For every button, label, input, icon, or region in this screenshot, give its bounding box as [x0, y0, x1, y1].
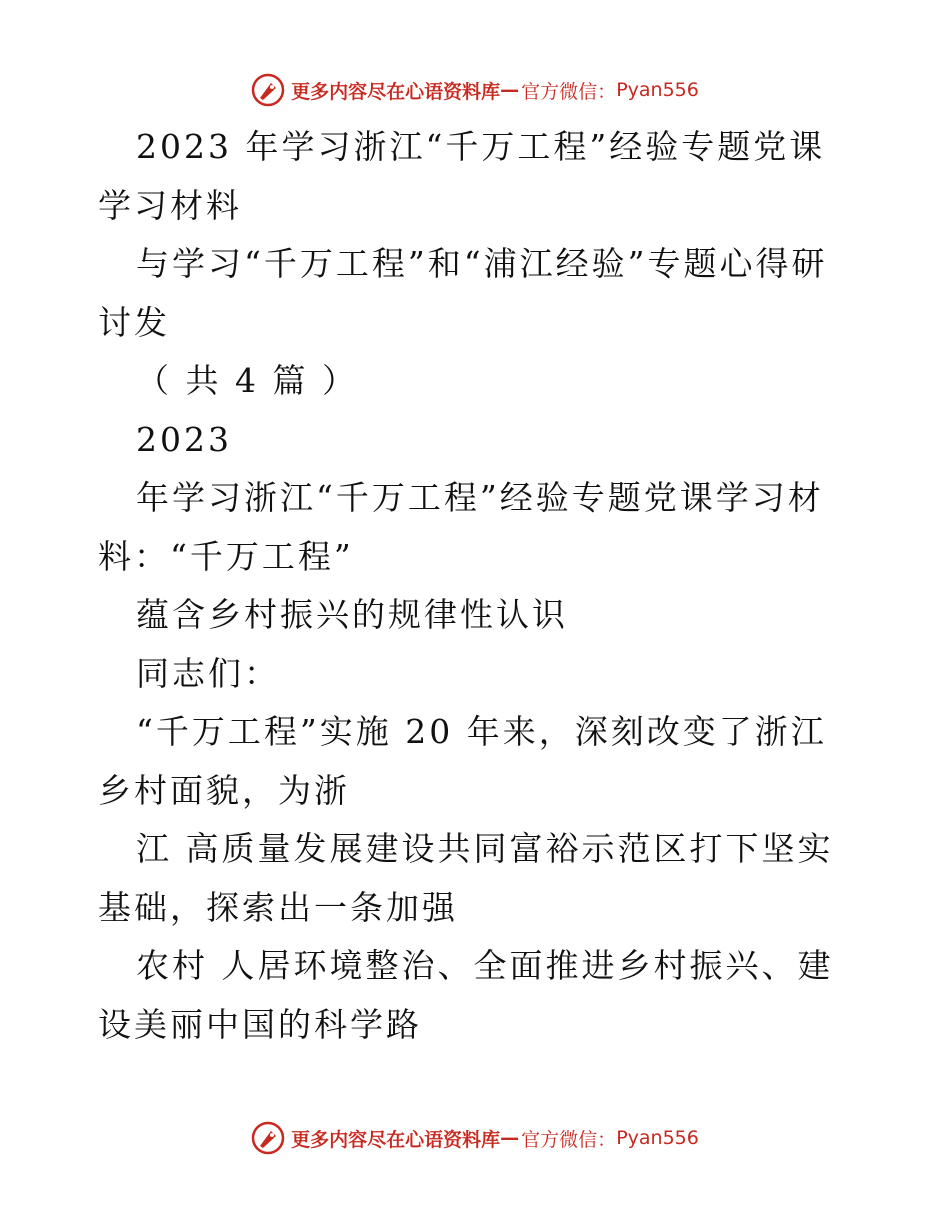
pen-nib-logo-icon	[251, 1121, 285, 1155]
banner-dash: —	[500, 79, 520, 101]
banner-brand-text: 更多内容尽在心语资料库	[291, 1128, 501, 1151]
header-banner	[0, 70, 950, 110]
doc-heading-line: 年学习浙江“千万工程”经验专题党课学习材料：“千万工程”	[98, 478, 824, 576]
doc-title-line: 2023 年学习浙江“千万工程”经验专题党课学习材料	[98, 127, 826, 225]
banner-wechat-label: 官方微信：	[521, 80, 617, 103]
banner-wechat-label: 官方微信：	[521, 1128, 617, 1151]
footer-banner	[0, 1118, 950, 1158]
doc-body-paragraph: 江 高质量发展建设共同富裕示范区打下坚实基础，探索出一条加强	[98, 829, 834, 927]
pen-nib-logo-icon	[251, 73, 285, 107]
doc-body-paragraph: “千万工程”实施 20 年来，深刻改变了浙江乡村面貌，为浙	[98, 712, 827, 810]
banner-dash: —	[500, 1127, 520, 1149]
document-body	[98, 118, 858, 1054]
banner-brand-text: 更多内容尽在心语资料库	[291, 80, 501, 103]
doc-subtitle-line: 与学习“千万工程”和“浦江经验”专题心得研讨发	[98, 244, 828, 342]
doc-body-paragraph: 农村 人居环境整治、全面推进乡村振兴、建设美丽中国的科学路	[98, 946, 834, 1044]
banner-wechat-handle: Pyan556	[616, 1127, 699, 1149]
doc-year-line: 2023	[136, 419, 232, 459]
doc-heading-continued: 蕴含乡村振兴的规律性认识	[136, 595, 568, 634]
doc-count-line: （ 共 4 篇 ）	[136, 361, 358, 400]
doc-salutation: 同志们：	[136, 653, 280, 693]
banner-wechat-handle: Pyan556	[616, 79, 699, 101]
